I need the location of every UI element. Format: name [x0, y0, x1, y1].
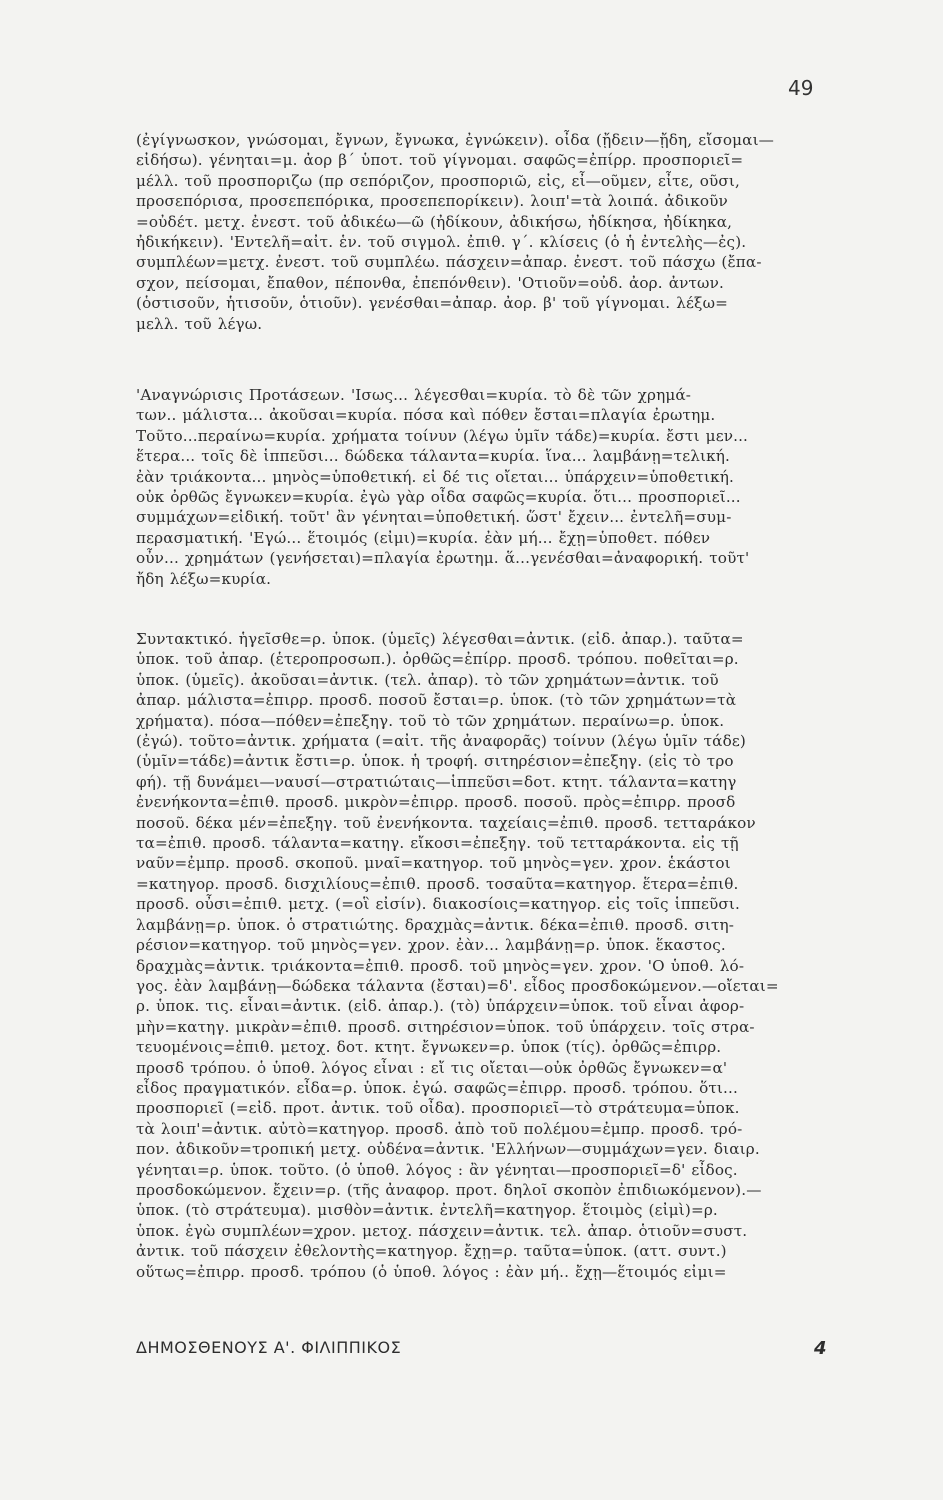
syntax-line: τα=ἐπιθ. προσδ. τάλαντα=κατηγ. εἴκοσι=ἐπεξηγ. τοῦ τετταράκοντα. εἰς τῇ [136, 834, 739, 853]
syntax-line: (ὑμῖν=τάδε)=ἀντικ ἔστι=ρ. ὑποκ. ἡ τροφή. σιτηρέσιον=ἐπεξηγ. (εἰς τὸ τρο [136, 752, 734, 771]
syntax-line: φή). τῇ δυνάμει—ναυσί—στρατιώταις—ἱππεῦσι=δοτ. κτητ. τάλαντα=κατηγ [136, 772, 737, 791]
vocab-line: μέλλ. τοῦ προσποριζω (πρ σεπόριζον, προσποριῶ, εἰς, εἶ—οῦμεν, εἶτε, οῦσι, [136, 171, 740, 190]
syntax-line: οὕτως=ἐπιρρ. προσδ. τρόπου (ὁ ὑποθ. λόγος : ἐὰν μή.. ἔχῃ—ἕτοιμός εἰμι= [136, 1262, 727, 1281]
syntax-line: προσποριεῖ (=εἰδ. προτ. ἀντικ. τοῦ οἶδα). προσποριεῖ—τὸ στράτευμα=ὑποκ. [136, 1099, 740, 1118]
syntax-line: (ἐγώ). τοῦτο=ἀντικ. χρήματα (=αἰτ. τῆς ἀναφορᾶς) τοίνυν (λέγω ὑμῖν τάδε) [136, 732, 746, 751]
vocab-line: (ὁστισοῦν, ἡτισοῦν, ὁτιοῦν). γενέσθαι=ἀπαρ. ἀορ. β' τοῦ γίγνομαι. λέξω= [136, 294, 728, 313]
syntax-line: προσδ τρόπου. ὁ ὑποθ. λόγος εἶναι : εἴ τις οἴεται—οὐκ ὀρθῶς ἔγνωκεν=α' [136, 1058, 728, 1077]
syntax-line: =κατηγορ. προσδ. δισχιλίους=ἐπιθ. προσδ. τοσαῦτα=κατηγορ. ἕτερα=ἐπιθ. [136, 874, 739, 893]
reading-line: ἤδη λέξω=κυρία. [136, 569, 272, 588]
page-number: 49 [788, 76, 814, 100]
syntax-paragraph [136, 629, 826, 1282]
syntax-line: ὑποκ. (τὸ στράτευμα). μισθὸν=ἀντικ. ἐντελῆ=κατηγορ. ἕτοιμὸς (εἰμὶ)=ρ. [136, 1201, 718, 1220]
syntax-line: δραχμὰς=ἀντικ. τριάκοντα=ἐπιθ. προσδ. τοῦ μηνὸς=γεν. χρον. 'Ο ὑποθ. λό- [136, 956, 745, 975]
syntax-line: τευομένοις=ἐπιθ. μετοχ. δοτ. κτητ. ἔγνωκεν=ρ. ὑποκ (τίς). ὀρθῶς=ἐπιρρ. [136, 1038, 722, 1057]
syntax-line: γος. ἐὰν λαμβάνῃ—δώδεκα τάλαντα (ἔσται)=δ'. εἶδος προσδοκώμενον.—οἴεται= [136, 976, 779, 995]
reading-line: οὖν... χρημάτων (γενήσεται)=πλαγία ἐρωτημ. ἅ...γενέσθαι=ἀναφορική. τοῦτ' [136, 549, 750, 568]
reading-line: συμμάχων=εἰδική. τοῦτ' ἂν γένηται=ὑποθετική. ὥστ' ἔχειν... ἐντελῆ=συμ- [136, 508, 732, 527]
reading-line: οὐκ ὀρθῶς ἔγνωκεν=κυρία. ἐγὼ γὰρ οἶδα σαφῶς=κυρία. ὅτι... προσποριεῖ... [136, 488, 741, 507]
syntax-line: ὑποκ. τοῦ ἀπαρ. (ἑτεροπροσωπ.). ὀρθῶς=ἐπίρρ. προσδ. τρόπου. ποθεῖται=ρ. [136, 650, 739, 669]
vocab-line: συμπλέων=μετχ. ἐνεστ. τοῦ συμπλέω. πάσχειν=ἀπαρ. ἐνεστ. τοῦ πάσχω (ἔπα- [136, 253, 762, 272]
syntax-line: εἶδος πραγματικόν. εἶδα=ρ. ὑποκ. ἐγώ. σαφῶς=ἐπιρρ. προσδ. τρόπου. ὅτι... [136, 1078, 738, 1097]
syntax-line: πον. ἀδικοῦν=τροπική μετχ. οὐδένα=ἀντικ. 'Ελλήνων—συμμάχων=γεν. διαιρ. [136, 1140, 760, 1159]
syntax-line: μὴν=κατηγ. μικρὰν=ἐπιθ. προσδ. σιτηρέσιον=ὑποκ. τοῦ ὑπάρχειν. τοῖς στρα- [136, 1017, 755, 1036]
vocab-line: προσεπόρισα, προσεπεπόρικα, προσεπεπορίκειν). λοιπ'=τὰ λοιπά. ἀδικοῦν [136, 192, 728, 211]
reading-line: ἕτερα... τοῖς δὲ ἱππεῦσι... δώδεκα τάλαντα=κυρία. ἵνα... λαμβάνῃ=τελική. [136, 447, 730, 466]
vocabulary-paragraph [136, 130, 826, 334]
syntax-line: ἀντικ. τοῦ πάσχειν ἐθελοντὴς=κατηγορ. ἔχῃ=ρ. ταῦτα=ὑποκ. (αττ. συντ.) [136, 1242, 727, 1261]
syntax-line: ρέσιον=κατηγορ. τοῦ μηνὸς=γεν. χρον. ἐὰν... λαμβάνῃ=ρ. ὑποκ. ἕκαστος. [136, 936, 726, 955]
running-footer-title: ΔΗΜΟΣΘΕΝΟΥΣ Α'. ΦΙΛΙΠΠΙΚΟΣ [136, 1338, 402, 1357]
syntax-line: ποσοῦ. δέκα μέν=ἐπεξηγ. τοῦ ἐνενήκοντα. ταχείαις=ἐπιθ. προσδ. τετταράκον [136, 813, 756, 832]
vocab-line: εἰδήσω). γένηται=μ. ἀορ β΄ ὑποτ. τοῦ γίγνομαι. σαφῶς=ἐπίρρ. προσποριεῖ= [136, 151, 744, 170]
syntax-line: χρήματα). πόσα—πόθεν=ἐπεξηγ. τοῦ τὸ τῶν χρημάτων. περαίνω=ρ. ὑποκ. [136, 711, 725, 730]
signature-mark: 4 [814, 1338, 827, 1359]
vocab-line: σχον, πείσομαι, ἔπαθον, πέπονθα, ἐπεπόνθειν). 'Οτιοῦν=οὐδ. ἀορ. ἀντων. [136, 273, 724, 292]
syntax-line: ἐνενήκοντα=ἐπιθ. προσδ. μικρὸν=ἐπιρρ. προσδ. ποσοῦ. πρὸς=ἐπιρρ. προσδ [136, 793, 736, 812]
syntax-line: προσδ. οὖσι=ἐπιθ. μετχ. (=οἳ εἰσίν). διακοσίοις=κατηγορ. εἰς τοῖς ἱππεῦσι. [136, 895, 741, 914]
syntax-line: λαμβάνῃ=ρ. ὑποκ. ὁ στρατιώτης. δραχμὰς=ἀντικ. δέκα=ἐπιθ. προσδ. σιτη- [136, 915, 735, 934]
syntax-line: ὑποκ. ἐγὼ συμπλέων=χρον. μετοχ. πάσχειν=ἀντικ. τελ. ἀπαρ. ὁτιοῦν=συστ. [136, 1221, 748, 1240]
vocab-line: =οὐδέτ. μετχ. ἐνεστ. τοῦ ἀδικέω—ῶ (ἠδίκουν, ἀδικήσω, ἠδίκησα, ἠδίκηκα, [136, 212, 733, 231]
reading-line: Τοῦτο...περαίνω=κυρία. χρήματα τοίνυν (λέγω ὑμῖν τάδε)=κυρία. ἔστι μεν... [136, 426, 749, 445]
reading-line: ἐὰν τριάκοντα... μηνὸς=ὑποθετική. εἰ δέ τις οἴεται... ὑπάρχειν=ὑποθετική. [136, 467, 734, 486]
syntax-line: Συντακτικό. ἡγεῖσθε=ρ. ὑποκ. (ὑμεῖς) λέγεσθαι=ἀντικ. (εἰδ. ἀπαρ.). ταῦτα= [136, 630, 744, 648]
vocab-line: ἠδικήκειν). 'Εντελῆ=αἰτ. ἑν. τοῦ σιγμολ. ἐπιθ. γ΄. κλίσεις (ὁ ἡ ἐντελὴς—ἐς). [136, 233, 747, 252]
vocab-line: (ἐγίγνωσκον, γνώσομαι, ἔγνων, ἔγνωκα, ἐγνώκειν). οἶδα (ᾔδειν—ᾔδη, εἴσομαι— [136, 131, 775, 149]
syntax-line: γένηται=ρ. ὑποκ. τοῦτο. (ὁ ὑποθ. λόγος : ἂν γένηται—προσποριεῖ=δ' εἶδος. [136, 1160, 738, 1179]
syntax-line: ναῦν=ἐμπρ. προσδ. σκοποῦ. μναῖ=κατηγορ. τοῦ μηνὸς=γεν. χρον. ἑκάστοι [136, 854, 731, 873]
syntax-line: ὑποκ. (ὑμεῖς). ἀκοῦσαι=ἀντικ. (τελ. ἀπαρ). τὸ τῶν χρημάτων=ἀντικ. τοῦ [136, 670, 719, 689]
vocab-line: μελλ. τοῦ λέγω. [136, 314, 263, 333]
syntax-line: τὰ λοιπ'=ἀντικ. αὐτὸ=κατηγορ. προσδ. ἀπὸ τοῦ πολέμου=ἐμπρ. προσδ. τρό- [136, 1119, 743, 1138]
syntax-line: ρ. ὑποκ. τις. εἶναι=ἀντικ. (εἰδ. ἀπαρ.). (τὸ) ὑπάρχειν=ὑποκ. τοῦ εἶναι ἀφορ- [136, 997, 745, 1016]
syntax-line: ἀπαρ. μάλιστα=ἐπιρρ. προσδ. ποσοῦ ἔσται=ρ. ὑποκ. (τὸ τῶν χρημάτων=τὰ [136, 691, 737, 710]
reading-line: των.. μάλιστα... ἀκοῦσαι=κυρία. πόσα καὶ πόθεν ἔσται=πλαγία ἐρωτημ. [136, 406, 716, 425]
sentence-recognition-paragraph [136, 385, 826, 589]
syntax-line: προσδοκώμενον. ἔχειν=ρ. (τῆς ἀναφορ. προτ. δηλοῖ σκοπὸν ἐπιδιωκόμενον).— [136, 1180, 762, 1199]
reading-line: 'Αναγνώρισις Προτάσεων. 'Ισως... λέγεσθαι=κυρία. τὸ δὲ τῶν χρημά- [136, 386, 692, 404]
reading-line: περασματική. 'Εγώ... ἕτοιμός (εἰμι)=κυρία. ἐὰν μή... ἔχῃ=ὑποθετ. πόθεν [136, 528, 711, 547]
